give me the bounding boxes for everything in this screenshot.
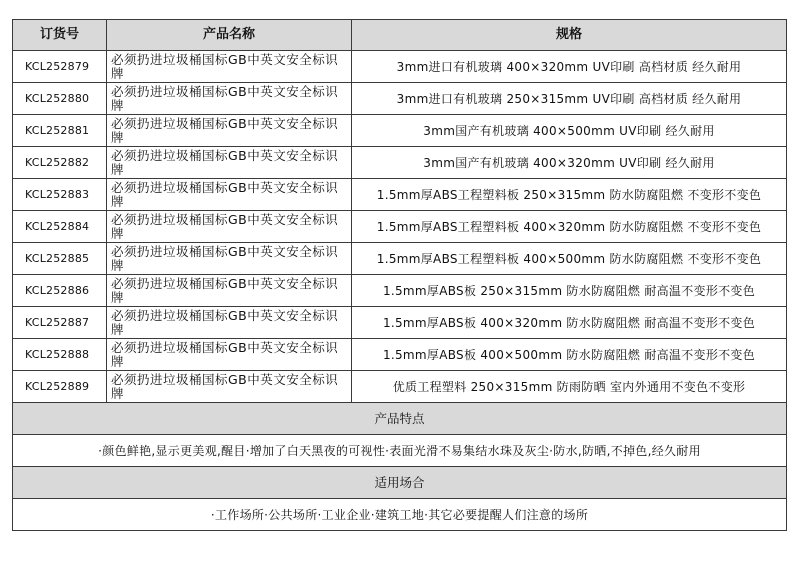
product-name-cell: 必须扔进垃圾桶国标GB中英文安全标识牌 bbox=[107, 275, 352, 307]
usage-body-row bbox=[13, 499, 787, 531]
features-header-row bbox=[13, 403, 787, 435]
order-number-cell: KCL252887 bbox=[13, 307, 107, 339]
product-name-cell: 必须扔进垃圾桶国标GB中英文安全标识牌 bbox=[107, 307, 352, 339]
table-row bbox=[13, 51, 787, 83]
specification-cell: 1.5mm厚ABS板 400×320mm 防水防腐阻燃 耐高温不变形不变色 bbox=[352, 307, 787, 339]
product-spec-sheet bbox=[12, 19, 786, 531]
specification-cell: 3mm国产有机玻璃 400×320mm UV印刷 经久耐用 bbox=[352, 147, 787, 179]
table-row bbox=[13, 83, 787, 115]
product-name-cell: 必须扔进垃圾桶国标GB中英文安全标识牌 bbox=[107, 243, 352, 275]
header-order-number: 订货号 bbox=[13, 20, 107, 51]
product-table bbox=[12, 19, 787, 531]
product-name-cell: 必须扔进垃圾桶国标GB中英文安全标识牌 bbox=[107, 339, 352, 371]
order-number-cell: KCL252882 bbox=[13, 147, 107, 179]
header-specification: 规格 bbox=[352, 20, 787, 51]
order-number-cell: KCL252880 bbox=[13, 83, 107, 115]
table-row bbox=[13, 275, 787, 307]
order-number-cell: KCL252879 bbox=[13, 51, 107, 83]
specification-cell: 1.5mm厚ABS工程塑料板 400×320mm 防水防腐阻燃 不变形不变色 bbox=[352, 211, 787, 243]
usage-title: 适用场合 bbox=[13, 467, 787, 499]
table-row bbox=[13, 307, 787, 339]
features-body-row bbox=[13, 435, 787, 467]
table-row bbox=[13, 371, 787, 403]
product-name-cell: 必须扔进垃圾桶国标GB中英文安全标识牌 bbox=[107, 211, 352, 243]
product-name-cell: 必须扔进垃圾桶国标GB中英文安全标识牌 bbox=[107, 51, 352, 83]
specification-cell: 3mm进口有机玻璃 250×315mm UV印刷 高档材质 经久耐用 bbox=[352, 83, 787, 115]
product-name-cell: 必须扔进垃圾桶国标GB中英文安全标识牌 bbox=[107, 147, 352, 179]
table-row bbox=[13, 147, 787, 179]
order-number-cell: KCL252885 bbox=[13, 243, 107, 275]
table-row bbox=[13, 179, 787, 211]
product-name-cell: 必须扔进垃圾桶国标GB中英文安全标识牌 bbox=[107, 179, 352, 211]
features-title: 产品特点 bbox=[13, 403, 787, 435]
order-number-cell: KCL252889 bbox=[13, 371, 107, 403]
order-number-cell: KCL252888 bbox=[13, 339, 107, 371]
specification-cell: 1.5mm厚ABS工程塑料板 400×500mm 防水防腐阻燃 不变形不变色 bbox=[352, 243, 787, 275]
specification-cell: 1.5mm厚ABS工程塑料板 250×315mm 防水防腐阻燃 不变形不变色 bbox=[352, 179, 787, 211]
order-number-cell: KCL252883 bbox=[13, 179, 107, 211]
specification-cell: 1.5mm厚ABS板 250×315mm 防水防腐阻燃 耐高温不变形不变色 bbox=[352, 275, 787, 307]
specification-cell: 优质工程塑料 250×315mm 防雨防晒 室内外通用不变色不变形 bbox=[352, 371, 787, 403]
specification-cell: 3mm国产有机玻璃 400×500mm UV印刷 经久耐用 bbox=[352, 115, 787, 147]
table-body bbox=[13, 51, 787, 403]
table-row bbox=[13, 243, 787, 275]
usage-header-row bbox=[13, 467, 787, 499]
order-number-cell: KCL252886 bbox=[13, 275, 107, 307]
table-row bbox=[13, 339, 787, 371]
product-name-cell: 必须扔进垃圾桶国标GB中英文安全标识牌 bbox=[107, 83, 352, 115]
features-text: ·颜色鲜艳,显示更美观,醒目·增加了白天黑夜的可视性·表面光滑不易集结水珠及灰尘·防水,防晒,不掉色,经久耐用 bbox=[13, 435, 787, 467]
table-header-row bbox=[13, 20, 787, 51]
order-number-cell: KCL252881 bbox=[13, 115, 107, 147]
table-row bbox=[13, 211, 787, 243]
header-product-name: 产品名称 bbox=[107, 20, 352, 51]
specification-cell: 3mm进口有机玻璃 400×320mm UV印刷 高档材质 经久耐用 bbox=[352, 51, 787, 83]
usage-text: ·工作场所·公共场所·工业企业·建筑工地·其它必要提醒人们注意的场所 bbox=[13, 499, 787, 531]
specification-cell: 1.5mm厚ABS板 400×500mm 防水防腐阻燃 耐高温不变形不变色 bbox=[352, 339, 787, 371]
product-name-cell: 必须扔进垃圾桶国标GB中英文安全标识牌 bbox=[107, 115, 352, 147]
order-number-cell: KCL252884 bbox=[13, 211, 107, 243]
table-row bbox=[13, 115, 787, 147]
product-name-cell: 必须扔进垃圾桶国标GB中英文安全标识牌 bbox=[107, 371, 352, 403]
